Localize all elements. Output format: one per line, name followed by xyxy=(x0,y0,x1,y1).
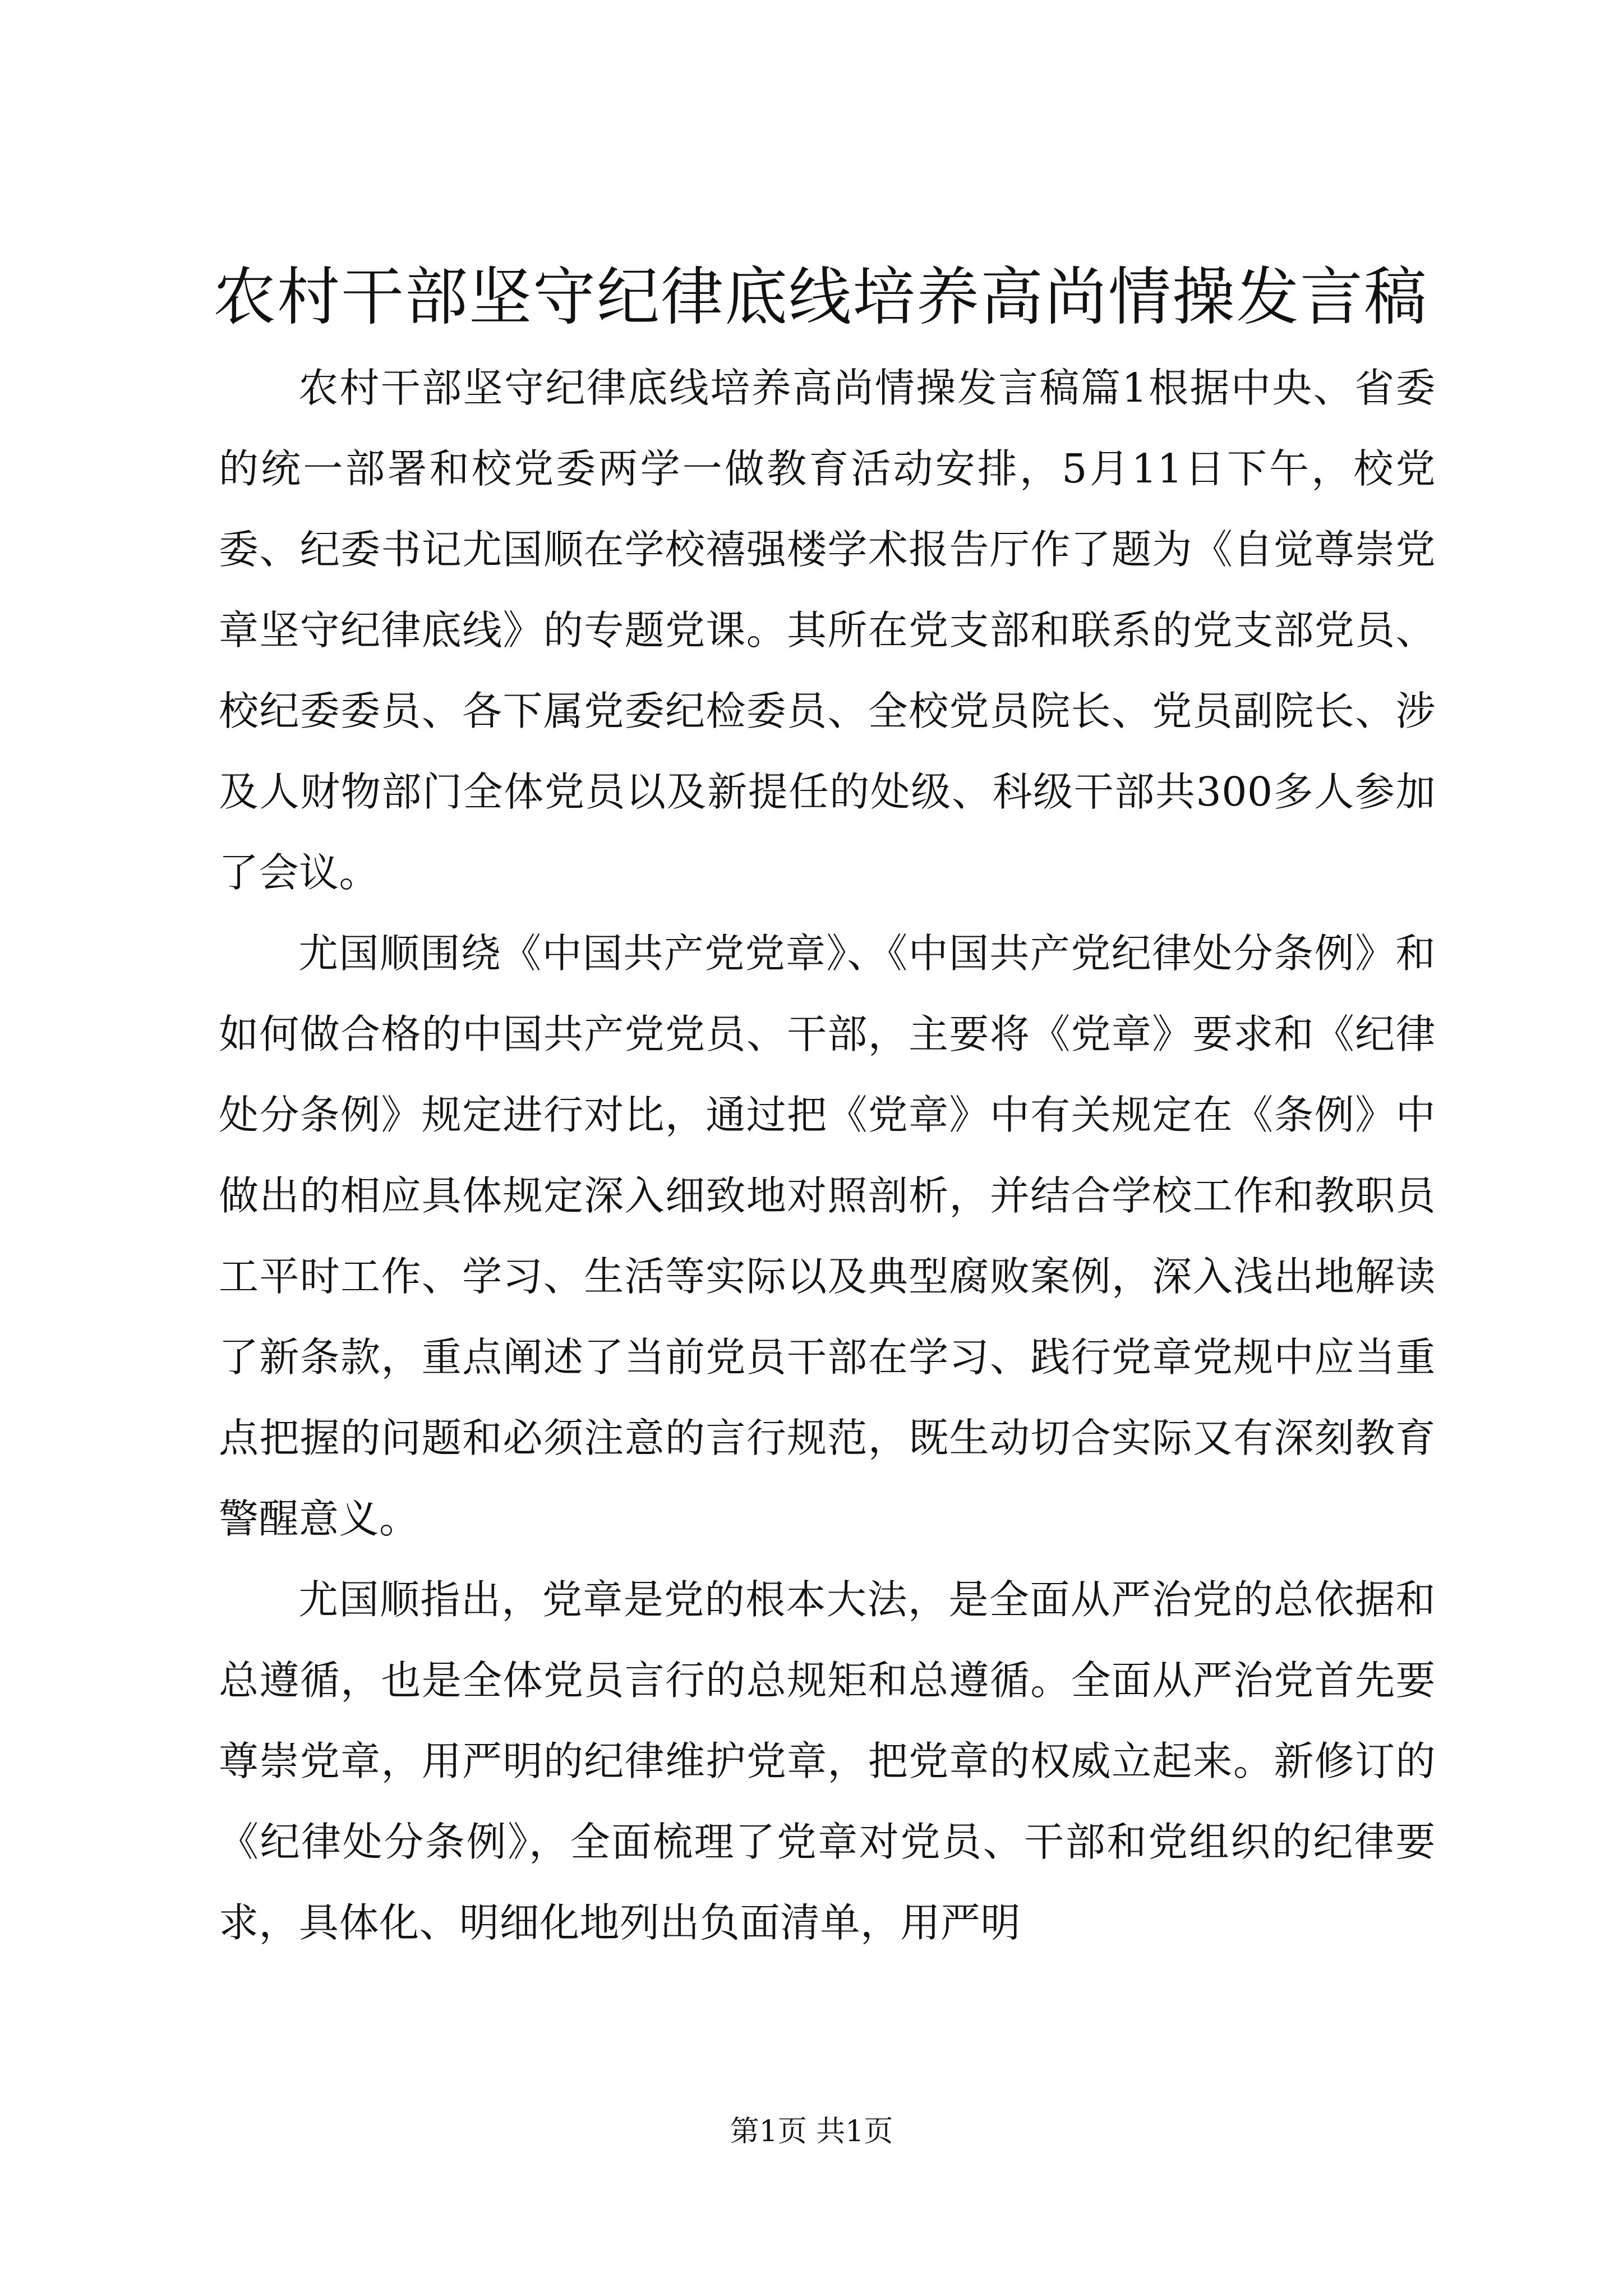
paragraph-3: 尤国顺指出，党章是党的根本大法，是全面从严治党的总依据和总遵循，也是全体党员言行的总规矩和总遵循。全面从严治党首先要尊崇党章，用严明的纪律维护党章，把党章的权威立起来。新修订的《纪律处分条例》，全面梳理了党章对党员、干部和党组织的纪律要求，具体化、明细化地列出负面清单，用严明 xyxy=(219,1576,1436,1946)
paragraph-1: 农村干部坚守纪律底线培养高尚情操发言稿篇1根据中央、省委的统一部署和校党委两学一做教育活动安排，5月11日下午，校党委、纪委书记尤国顺在学校禧强楼学术报告厅作了题为《自觉尊崇党章坚守纪律底线》的专题党课。其所在党支部和联系的党支部党员、校纪委委员、各下属党委纪检委员、全校党员院长、党员副院长、涉及人财物部门全体党员以及新提任的处级、科级干部共300多人参加了会议。 xyxy=(219,365,1436,896)
document-body xyxy=(219,348,1436,1963)
paragraph-2: 尤国顺围绕《中国共产党党章》、《中国共产党纪律处分条例》和如何做合格的中国共产党党员、干部，主要将《党章》要求和《纪律处分条例》规定进行对比，通过把《党章》中有关规定在《条例》中做出的相应具体规定深入细致地对照剖析，并结合学校工作和教职员工平时工作、学习、生活等实际以及典型腐败案例，深入浅出地解读了新条款，重点阐述了当前党员干部在学习、践行党章党规中应当重点把握的问题和必须注意的言行规范，既生动切合实际又有深刻教育警醒意义。 xyxy=(219,930,1436,1542)
document-title: 农村干部坚守纪律底线培养高尚情操发言稿 xyxy=(213,261,1428,334)
page-footer: 第1页 共1页 xyxy=(730,2115,893,2148)
